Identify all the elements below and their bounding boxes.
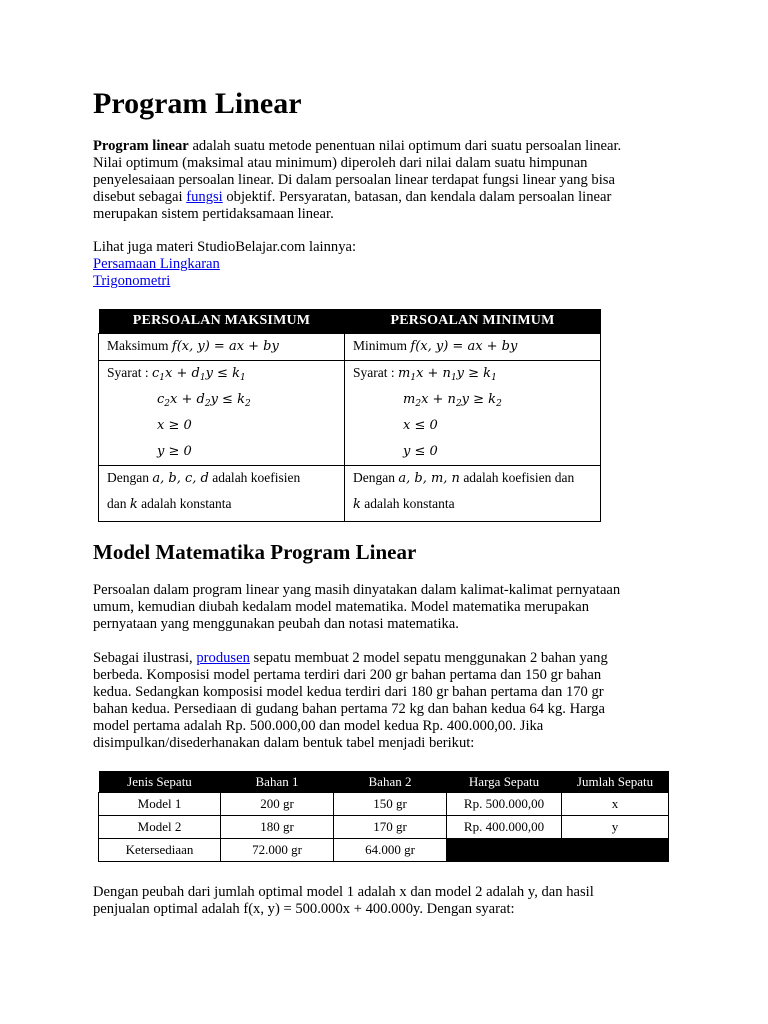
min-dengan: Dengan — [353, 470, 395, 485]
max-objective-cell — [99, 334, 345, 361]
link-trigonometri[interactable]: Trigonometri — [93, 273, 171, 289]
min-objective-cell — [345, 334, 601, 361]
max-konstanta: adalah konstanta — [141, 496, 232, 511]
para2-post: sepatu membuat 2 model sepatu menggunakan 2 bahan yang — [253, 650, 608, 666]
cell: Model 2 — [99, 816, 221, 839]
cell: Ketersediaan — [99, 839, 221, 862]
min-konstanta: adalah konstanta — [364, 496, 455, 511]
max-vars: a, b, c, d — [152, 471, 209, 486]
para2-pre: Sebagai ilustrasi, — [93, 650, 193, 666]
para3-line1: Dengan peubah dari jumlah optimal model 1 adalah x dan model 2 adalah y, dan hasil — [93, 884, 594, 900]
th-bahan2: Bahan 2 — [334, 771, 447, 793]
max-dengan: Dengan — [107, 470, 149, 485]
shoe-table — [98, 771, 669, 862]
intro-line4-pre: disebut sebagai — [93, 189, 183, 205]
max-koef: adalah koefisien — [212, 470, 301, 485]
max-dan: dan — [107, 496, 127, 511]
see-also-label: Lihat juga materi StudioBelajar.com lainnya: — [93, 239, 357, 255]
max-k: k — [129, 497, 138, 512]
cell: 180 gr — [221, 816, 334, 839]
min-vars: a, b, m, n — [398, 471, 460, 486]
cell: x — [562, 793, 669, 816]
cell: 170 gr — [334, 816, 447, 839]
fungsi-link[interactable]: fungsi — [186, 189, 223, 205]
section2-para2 — [93, 650, 693, 752]
section-heading: Model Matematika Program Linear — [93, 540, 417, 564]
see-also — [93, 239, 693, 290]
para1-line1: Persoalan dalam program linear yang masih dinyatakan dalam kalimat-kalimat pernyataan — [93, 582, 621, 598]
cell: Model 1 — [99, 793, 221, 816]
intro-line2: Nilai optimum (maksimal atau minimum) diperoleh dari nilai dalam suatu himpunan — [93, 155, 588, 171]
produsen-link[interactable]: produsen — [196, 650, 250, 666]
intro-line4-post: objektif. Persyaratan, batasan, dan kendala dalam persoalan linear — [226, 189, 612, 205]
th-jumlah: Jumlah Sepatu — [562, 771, 669, 793]
para2-line5: model pertama adalah Rp. 500.000,00 dan model kedua Rp. 400.000,00. Jika — [93, 718, 544, 734]
para2-line6: disimpulkan/disederhanakan dalam bentuk tabel menjadi berikut: — [93, 735, 475, 751]
min-label: Minimum — [353, 338, 408, 353]
para2-line2: berbeda. Komposisi model pertama terdiri dari 200 gr bahan pertama dan 150 gr bahan — [93, 667, 602, 683]
max-label: Maksimum — [107, 338, 169, 353]
header-maksimum: PERSOALAN MAKSIMUM — [99, 309, 345, 334]
link-persamaan-lingkaran[interactable]: Persamaan Lingkaran — [93, 256, 220, 272]
cell: 72.000 gr — [221, 839, 334, 862]
cell: 150 gr — [334, 793, 447, 816]
max-note-cell — [99, 466, 345, 522]
cell: Rp. 500.000,00 — [447, 793, 562, 816]
min-constraints-cell: Syarat : $m_1x + n_1y \ge k_1$ $m_2x + n_2y \ge k_2$ x ≤ 0 y ≤ 0 — [345, 361, 601, 466]
para2-line4: bahan kedua. Persediaan di gudang bahan pertama 72 kg dan bahan kedua 64 kg. Harga — [93, 701, 605, 717]
table-row — [99, 816, 669, 839]
min-objective: f(x, y) = ax + by — [410, 339, 518, 354]
para3-line2: penjualan optimal adalah f(x, y) = 500.000x + 400.000y. Dengan syarat: — [93, 901, 515, 917]
max-constraints-cell: Syarat : $c_1x + d_1y \le k_1$ $c_2x + d_2y \le k_2$ x ≥ 0 y ≥ 0 — [99, 361, 345, 466]
th-bahan1: Bahan 1 — [221, 771, 334, 793]
th-harga: Harga Sepatu — [447, 771, 562, 793]
para2-line3: kedua. Sedangkan komposisi model kedua terdiri dari 180 gr bahan pertama dan 170 gr — [93, 684, 604, 700]
intro-paragraph — [93, 138, 693, 223]
min-syarat-label: Syarat : — [353, 365, 395, 380]
intro-line3: penyelesaiaan persoalan linear. Di dalam persoalan linear terdapat fungsi linear yang bisa — [93, 172, 615, 188]
max-objective: f(x, y) = ax + by — [171, 339, 279, 354]
page-title: Program Linear — [93, 87, 302, 120]
para1-line2: umum, kemudian diubah kedalam model matematika. Model matematika merupakan — [93, 599, 590, 615]
max-min-table — [98, 309, 601, 522]
table-footer-row — [99, 839, 669, 862]
th-jenis: Jenis Sepatu — [99, 771, 221, 793]
max-syarat-label: Syarat : — [107, 365, 149, 380]
min-koef: adalah koefisien dan — [463, 470, 575, 485]
table-row — [99, 793, 669, 816]
para1-line3: pernyataan yang menggunakan peubah dan notasi matematika. — [93, 616, 459, 632]
min-k: k — [353, 497, 361, 512]
intro-line1: adalah suatu metode penentuan nilai optimum dari suatu persoalan linear. — [192, 138, 622, 154]
section2-para1 — [93, 582, 693, 633]
intro-line5: merupakan sistem pertidaksamaan linear. — [93, 206, 334, 222]
min-note-cell — [345, 466, 601, 522]
header-minimum: PERSOALAN MINIMUM — [345, 309, 601, 334]
cell: 200 gr — [221, 793, 334, 816]
intro-bold-term: Program linear — [93, 138, 189, 154]
filled-cell — [447, 839, 669, 862]
cell: Rp. 400.000,00 — [447, 816, 562, 839]
cell: y — [562, 816, 669, 839]
section2-para3 — [93, 884, 693, 918]
cell: 64.000 gr — [334, 839, 447, 862]
